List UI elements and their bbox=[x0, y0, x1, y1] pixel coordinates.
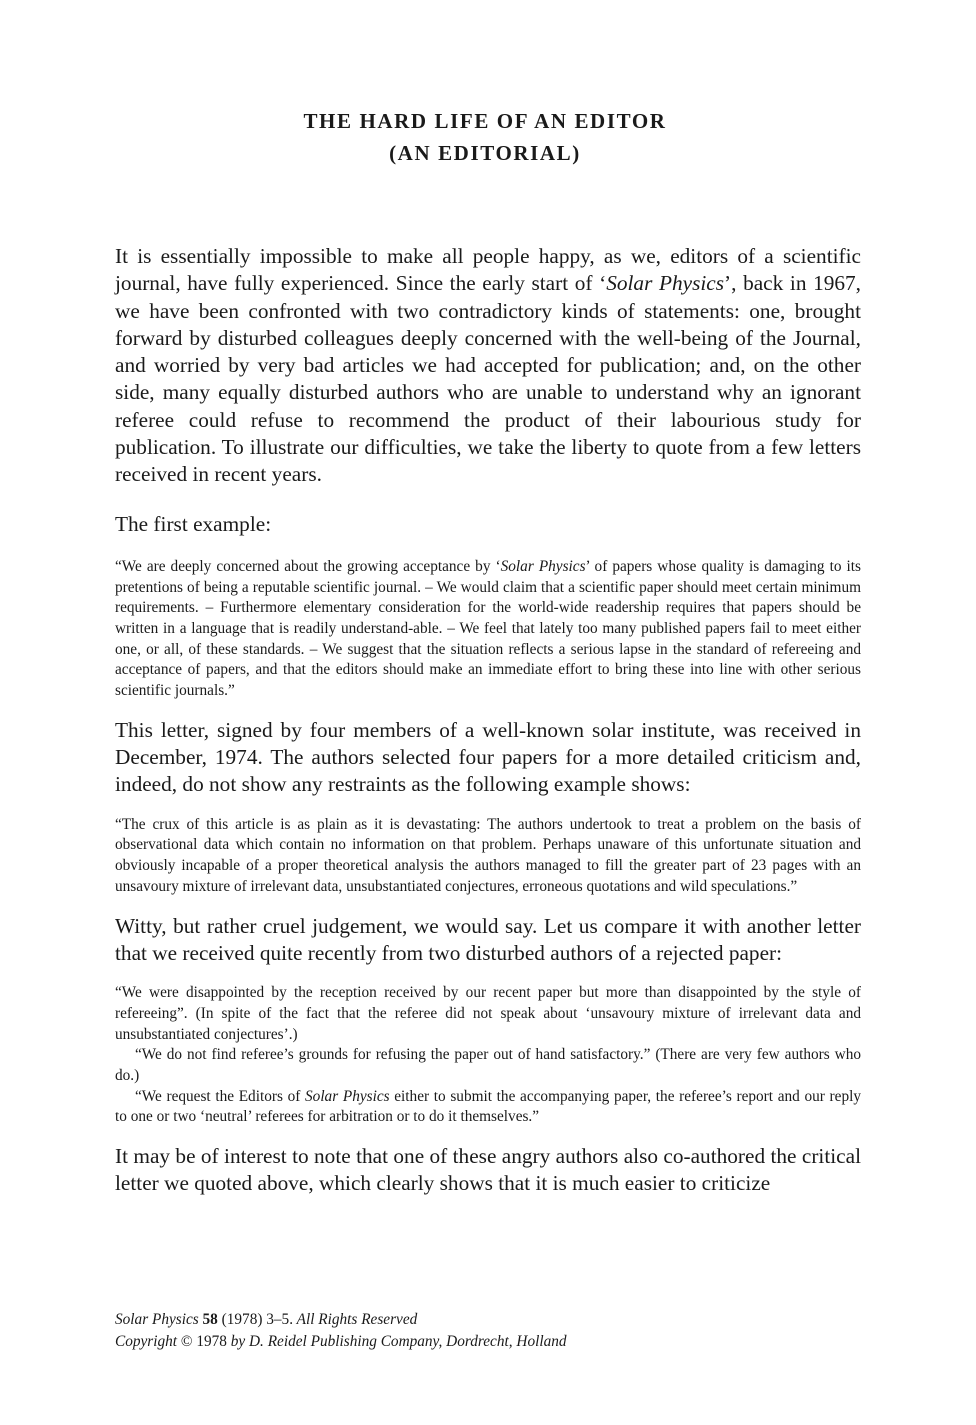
footer-pages: (1978) 3–5. bbox=[221, 1311, 294, 1328]
publisher-line: by D. Reidel Publishing Company, Dordrecht, Holland bbox=[230, 1333, 567, 1350]
title-line-1: THE HARD LIFE OF AN EDITOR bbox=[303, 109, 667, 133]
quote-3 bbox=[115, 983, 861, 1128]
journal-name: Solar Physics bbox=[305, 1087, 390, 1105]
intro-paragraph bbox=[115, 243, 861, 489]
journal-name: Solar Physics bbox=[606, 271, 725, 296]
title-line-2: (AN EDITORIAL) bbox=[389, 141, 581, 165]
paragraph-2: This letter, signed by four members of a well-known solar institute, was received in December, 1974. The authors selected four papers for a more detailed criticism and, indeed, do not show any restraints as the following example shows: bbox=[115, 717, 861, 797]
paragraph-4: It may be of interest to note that one of these angry authors also co-authored the critical letter we quoted above, which clearly shows that it is much easier to criticize bbox=[115, 1144, 861, 1196]
footer-rights: All Rights Reserved bbox=[296, 1311, 418, 1328]
quote-1 bbox=[115, 557, 861, 702]
quote-3-part-2: “We do not find referee’s grounds for refusing the paper out of hand satisfactory.” (There are very few authors who do.) bbox=[115, 1046, 861, 1084]
quote-3-part-3-start: “We request the Editors of bbox=[135, 1087, 306, 1105]
journal-name: Solar Physics bbox=[500, 557, 586, 575]
page-footer bbox=[115, 1309, 861, 1353]
footer-volume: 58 bbox=[202, 1311, 218, 1328]
article-title bbox=[109, 105, 861, 169]
intro-text-end: ’, back in 1967, we have been confronted with two contradictory kinds of statements: one, brought forward by disturbed colleagues deeply concerned with the well-being of the Journal, and worried by very bad articles we had accepted for publication; and, on the other side, many equally disturbed authors who are unable to understand why an ignorant referee could refuse to recommend the product of their labourious study for publication. To illustrate our difficulties, we take the liberty to quote from a few letters received in recent years. bbox=[115, 271, 862, 487]
article-page bbox=[115, 105, 861, 1198]
copyright-icon: © bbox=[180, 1333, 193, 1350]
citation-line bbox=[115, 1309, 861, 1331]
footer-journal: Solar Physics bbox=[115, 1311, 199, 1328]
quote-1-start: “We are deeply concerned about the growing acceptance by ‘ bbox=[115, 557, 501, 575]
quote-3-part-3-end: either to submit the accompanying paper, the referee’s report and our reply to one or two ‘neutral’ referees for arbitration or to do it themselves.” bbox=[115, 1087, 861, 1126]
quote-1-end: ’ of papers whose quality is damaging to its pretentions of being a reputable scientific journal. – We would claim that a scientific paper should meet certain minimum requirements. – Furthermore elementary consideration for the world-wide readership requires that papers should be written in a language that is readily understand-able. – We feel that lately too many published papers fail to meet either one, or all, of these standards. – We suggest that the situation reflects a serious lapse in the standard of refereeing and acceptance of papers, and that the editors should make an immediate effort to bring these into line with other serious scientific journals.” bbox=[115, 557, 861, 700]
quote-2: “The crux of this article is as plain as it is devastating: The authors undertook to treat a problem on the basis of observational data which contain no information on that problem. Perhaps unaware of this unfortunate situation and obviously incapable of a proper theoretical analysis the authors managed to fill the greater part of 23 pages with an unsavoury mixture of irrelevant data, unsubstantiated conjectures, erroneous quotations and wild speculations.” bbox=[115, 815, 861, 895]
intro-text-start: It is essentially impossible to make all people happy, as we, editors of a scientific journal, have fully experienced. Since the early start of ‘ bbox=[115, 244, 861, 296]
copyright-year: 1978 bbox=[196, 1333, 227, 1350]
copyright-line bbox=[115, 1331, 861, 1353]
first-example-label: The first example: bbox=[115, 511, 272, 536]
copyright-word: Copyright bbox=[115, 1333, 178, 1350]
quote-3-part-3 bbox=[115, 1087, 861, 1128]
paragraph-3: Witty, but rather cruel judgement, we would say. Let us compare it with another letter that we received quite recently from two disturbed authors of a rejected paper: bbox=[115, 913, 861, 965]
quote-3-part-1: “We were disappointed by the reception received by our recent paper but more than disappointed by the style of refereeing”. (In spite of the fact that the referee did not speak about ‘unsavoury mixture of irrelevant data and unsubstantiated conjectures’.) bbox=[115, 984, 861, 1043]
